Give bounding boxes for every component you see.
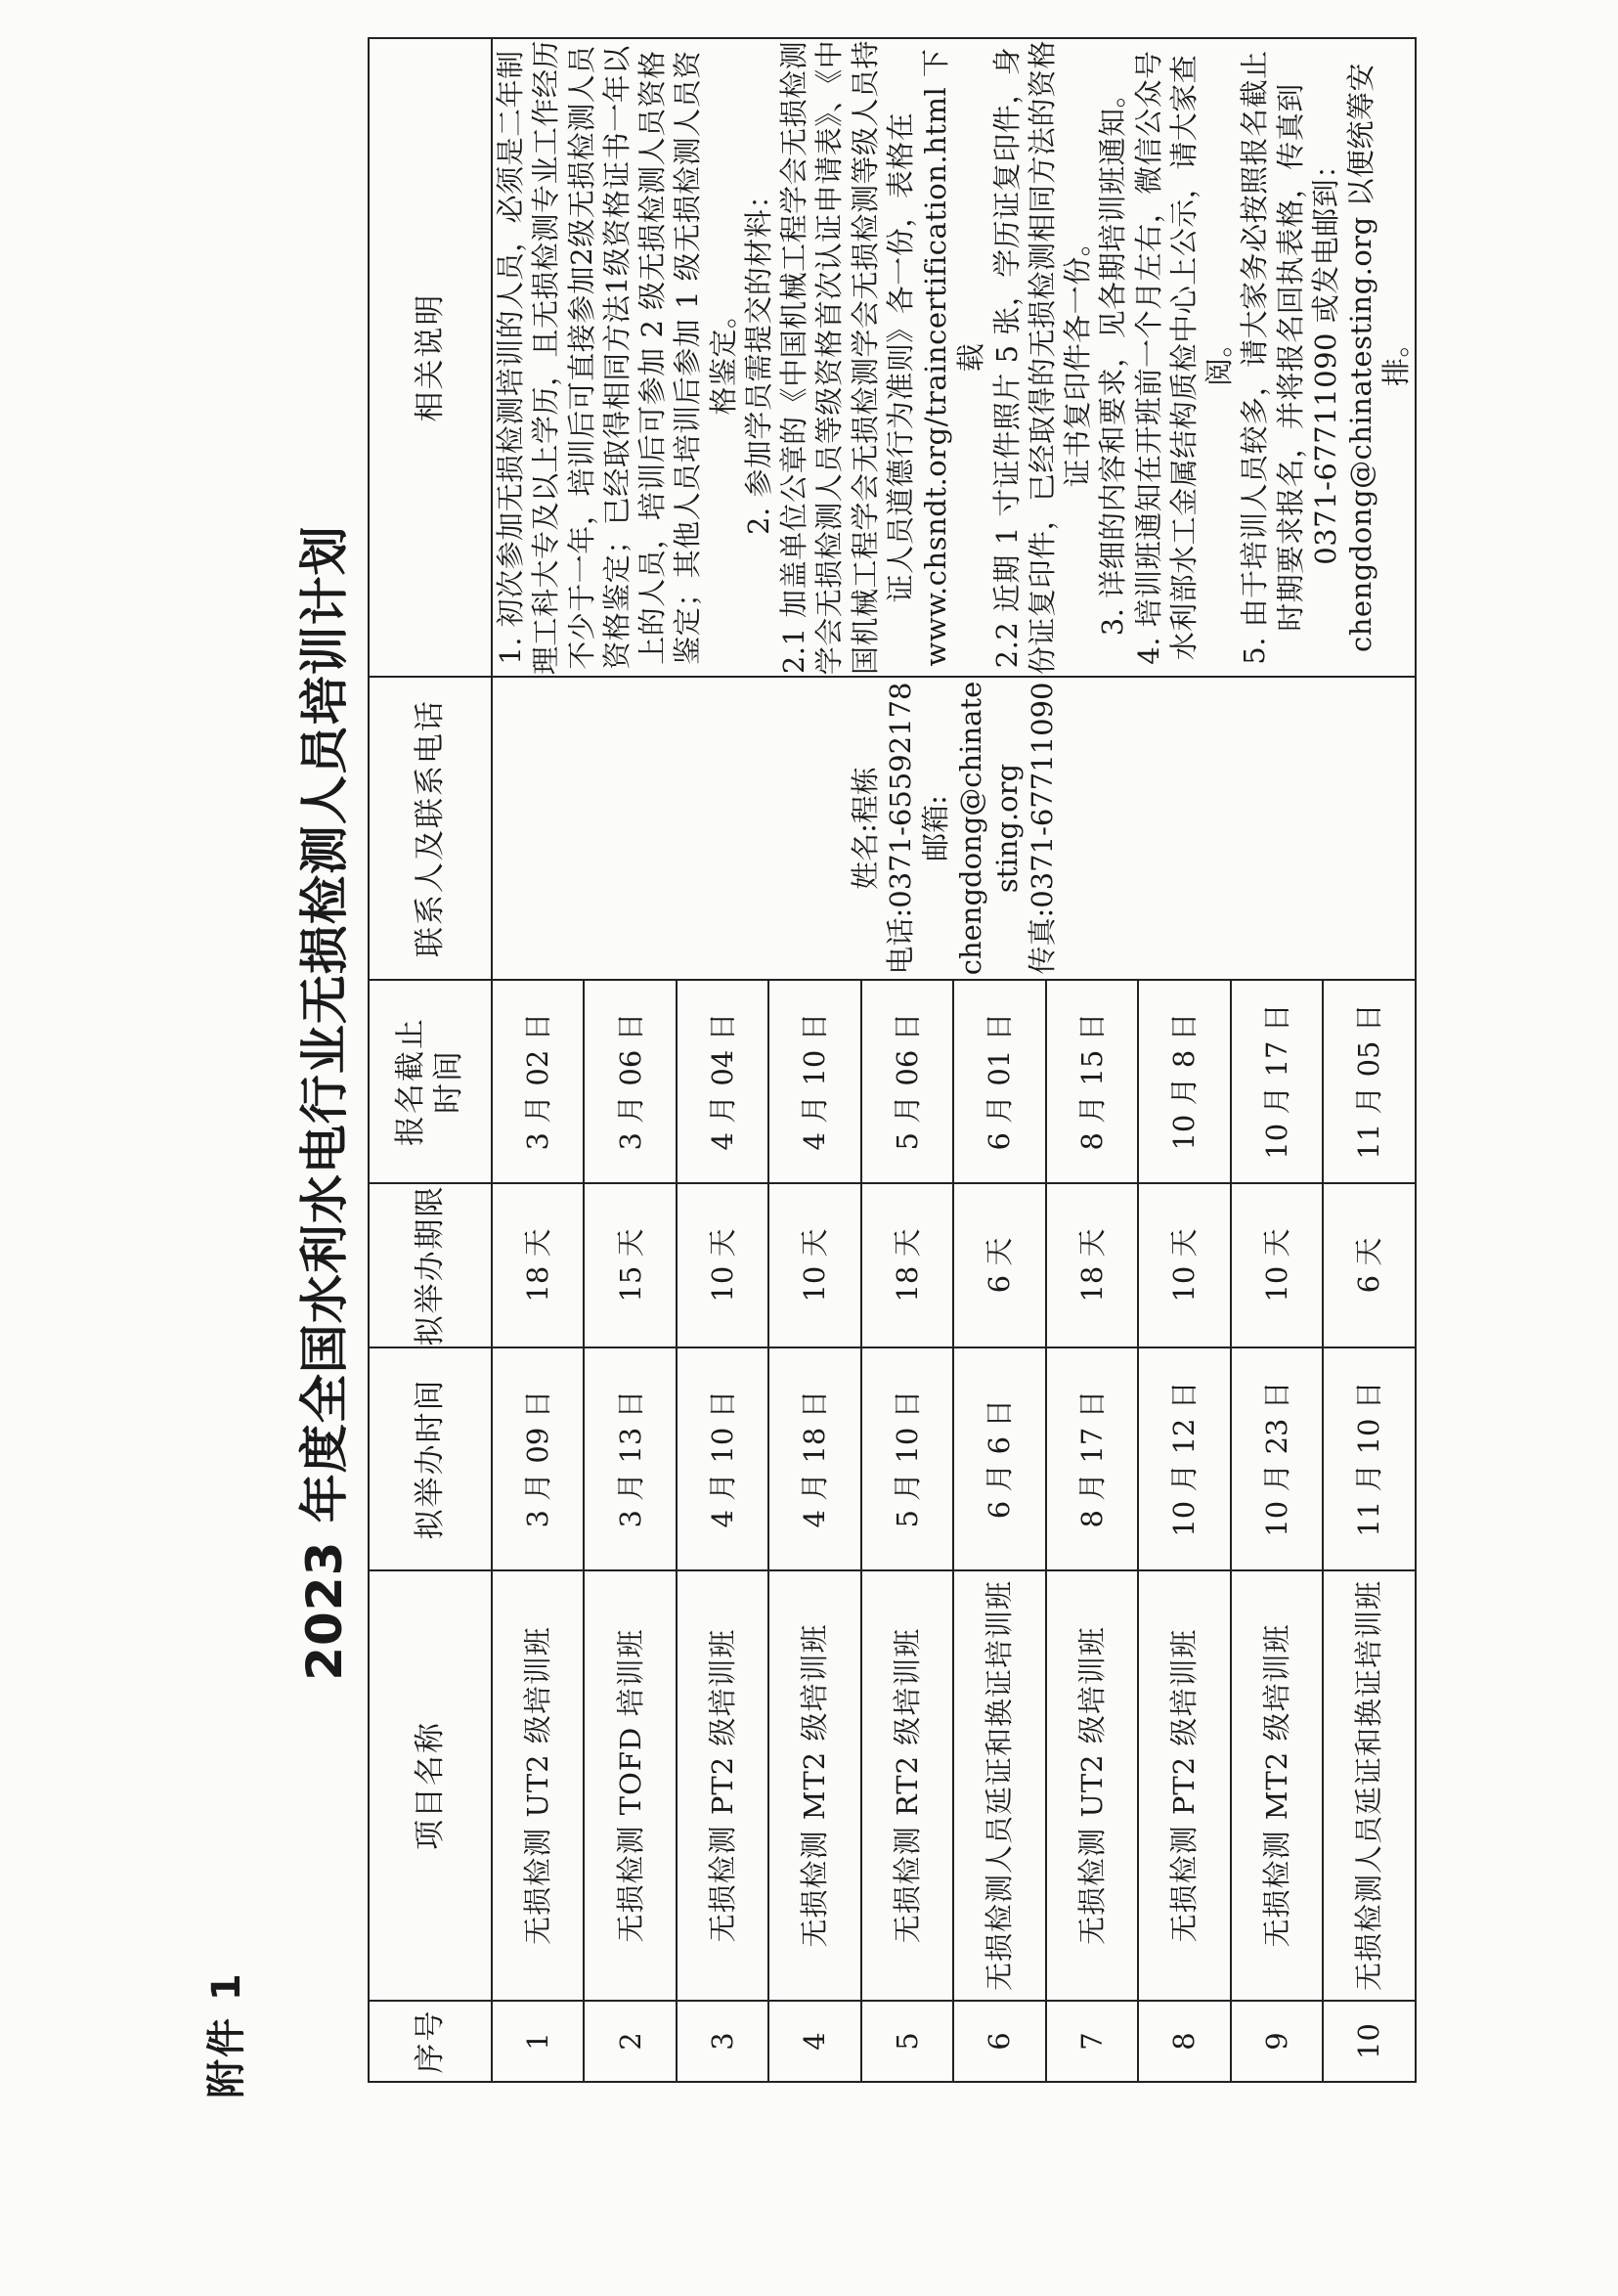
contact-email-label: 邮箱: — [919, 795, 952, 861]
contact-cell — [492, 677, 1416, 980]
header-index: 序号 — [369, 2001, 492, 2082]
row-duration: 18 天 — [492, 1183, 584, 1347]
attachment-label: 附件 1 — [204, 1971, 249, 2098]
contact-phone: 电话:0371-65592178 — [883, 682, 917, 975]
row-date: 8 月 17 日 — [1046, 1347, 1138, 1570]
row-name: 无损检测 PT2 级培训班 — [677, 1570, 768, 2001]
row-index: 4 — [768, 2001, 860, 2082]
row-index: 1 — [492, 2001, 584, 2082]
row-name: 无损检测 TOFD 培训班 — [584, 1570, 676, 2001]
row-name: 无损检测人员延证和换证培训班 — [1323, 1570, 1416, 2001]
row-date: 10 月 23 日 — [1231, 1347, 1323, 1570]
row-date: 4 月 18 日 — [768, 1347, 860, 1570]
row-duration: 10 天 — [1138, 1183, 1230, 1347]
row-deadline: 4 月 10 日 — [768, 980, 860, 1183]
header-duration: 拟举办期限 — [369, 1183, 492, 1347]
row-name: 无损检测 UT2 级培训班 — [492, 1570, 584, 2001]
row-duration: 18 天 — [1046, 1183, 1138, 1347]
row-date: 5 月 10 日 — [861, 1347, 953, 1570]
row-deadline: 11 月 05 日 — [1323, 980, 1416, 1183]
row-deadline: 10 月 8 日 — [1138, 980, 1230, 1183]
note-paragraph: 2. 参加学员需提交的材料： — [741, 180, 775, 535]
note-paragraph: 2.1 加盖单位公章的《中国机械工程学会无损检测学会无损检测人员等级资格首次认证申请表》、《中国机械工程学会无损检测学会无损检测等级人员持证人员道德行为准则》各一份，表格在 www.chsndt.org/traincertification.html 下载 — [777, 39, 988, 676]
contact-name: 姓名:程栋 — [848, 767, 882, 890]
row-index: 7 — [1046, 2001, 1138, 2082]
row-name: 无损检测 PT2 级培训班 — [1138, 1570, 1230, 2001]
row-date: 10 月 12 日 — [1138, 1347, 1230, 1570]
row-deadline: 4 月 04 日 — [677, 980, 768, 1183]
row-index: 5 — [861, 2001, 953, 2082]
contact-fax: 传真:0371-67711090 — [1025, 682, 1059, 975]
row-duration: 10 天 — [1231, 1183, 1323, 1347]
contact-email: chengdong@chinatesting.org — [954, 681, 1024, 976]
row-duration: 6 天 — [1323, 1183, 1416, 1347]
notes-cell — [492, 38, 1416, 677]
header-date: 拟举办时间 — [369, 1347, 492, 1570]
row-date: 11 月 10 日 — [1323, 1347, 1416, 1570]
training-plan-table — [368, 37, 1417, 2083]
note-paragraph: 5. 由于培训人员较多，请大家务必按照报名截止时期要求报名，并将报名回执表格，传真到 0371-67711090 或发电邮到：chengdong@chinatesting.org 以便统筹安排。 — [1238, 50, 1414, 665]
row-deadline: 6 月 01 日 — [953, 980, 1045, 1183]
row-index: 8 — [1138, 2001, 1230, 2082]
row-name: 无损检测人员延证和换证培训班 — [953, 1570, 1045, 2001]
row-name: 无损检测 RT2 级培训班 — [861, 1570, 953, 2001]
row-date: 3 月 13 日 — [584, 1347, 676, 1570]
row-deadline: 3 月 06 日 — [584, 980, 676, 1183]
row-index: 9 — [1231, 2001, 1323, 2082]
row-index: 10 — [1323, 2001, 1416, 2082]
note-paragraph: 2.2 近期 1 寸证件照片 5 张，学历证复印件，身份证复印件，已经取得的无损检测相同方法的资格证书复印件各一份。 — [989, 40, 1094, 676]
row-duration: 15 天 — [584, 1183, 676, 1347]
row-date: 6 月 6 日 — [953, 1347, 1045, 1570]
row-duration: 10 天 — [768, 1183, 860, 1347]
row-date: 3 月 09 日 — [492, 1347, 584, 1570]
header-deadline: 报名截止时间 — [369, 980, 492, 1183]
table-header-row — [369, 38, 492, 2082]
row-deadline: 10 月 17 日 — [1231, 980, 1323, 1183]
row-duration: 10 天 — [677, 1183, 768, 1347]
page-title: 2023 年度全国水利水电行业无损检测人员培训计划 — [296, 525, 353, 1681]
row-duration: 18 天 — [861, 1183, 953, 1347]
row-index: 6 — [953, 2001, 1045, 2082]
header-notes: 相关说明 — [369, 38, 492, 677]
row-name: 无损检测 MT2 级培训班 — [768, 1570, 860, 2001]
row-deadline: 3 月 02 日 — [492, 980, 584, 1183]
row-index: 3 — [677, 2001, 768, 2082]
header-contact: 联系人及联系电话 — [369, 677, 492, 980]
note-paragraph: 1. 初次参加无损检测培训的人员，必须是二年制理工科大专及以上学历，且无损检测专业工作经历不少于一年，培训后可直接参加2级无损检测人员资格鉴定；已经取得相同方法1级资格证书一年以上的人员，培训后可参加 2 级无损检测人员资格鉴定；其他人员培训后参加 1 级无损检测人员资格鉴定。 — [494, 40, 740, 676]
row-duration: 6 天 — [953, 1183, 1045, 1347]
table-row — [492, 38, 584, 2082]
note-paragraph: 4. 培训班通知在开班前一个月左右，微信公众号水利部水工金属结构质检中心上公示，请大家查阅。 — [1131, 50, 1236, 665]
row-deadline: 5 月 06 日 — [861, 980, 953, 1183]
row-date: 4 月 10 日 — [677, 1347, 768, 1570]
header-name: 项目名称 — [369, 1570, 492, 2001]
row-name: 无损检测 MT2 级培训班 — [1231, 1570, 1323, 2001]
row-name: 无损检测 UT2 级培训班 — [1046, 1570, 1138, 2001]
row-index: 2 — [584, 2001, 676, 2082]
row-deadline: 8 月 15 日 — [1046, 980, 1138, 1183]
note-paragraph: 3. 详细的内容和要求，见各期培训班通知。 — [1096, 78, 1130, 637]
